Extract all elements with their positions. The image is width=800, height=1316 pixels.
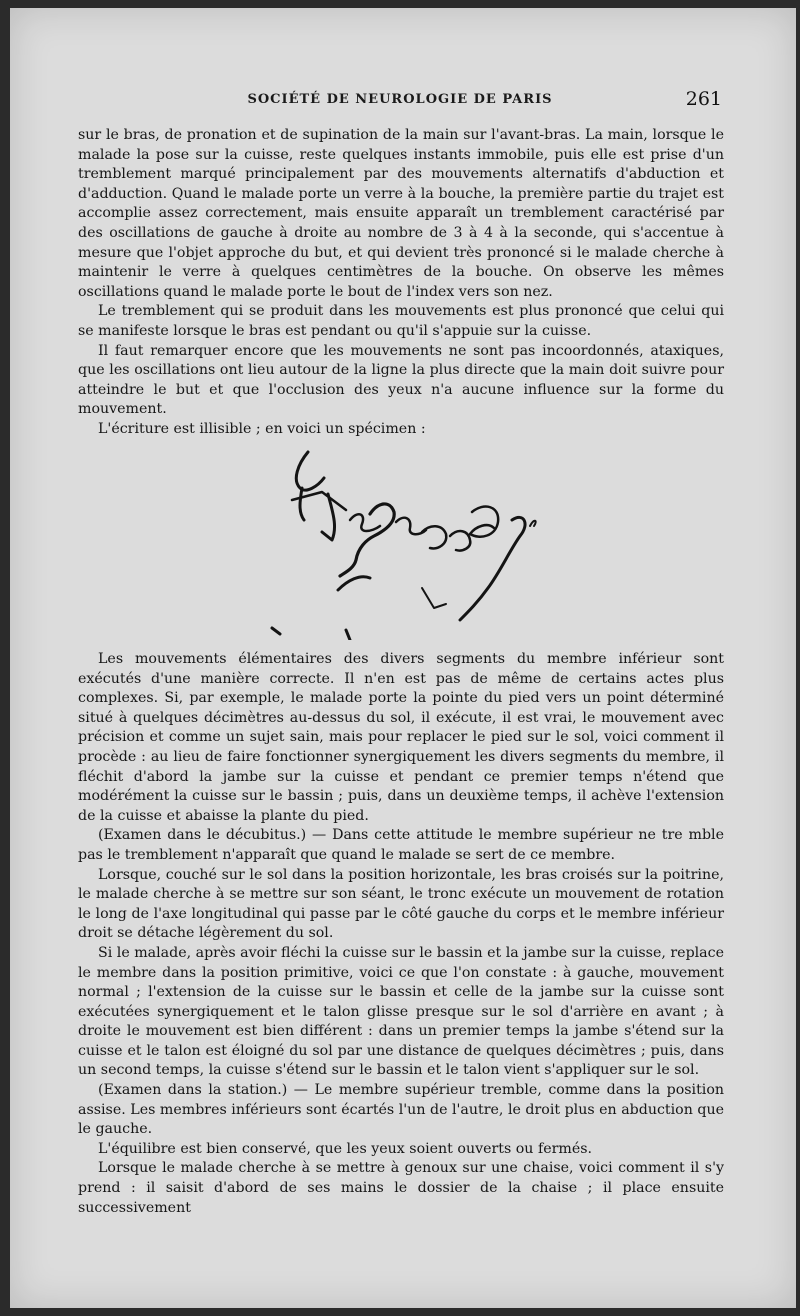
paragraph: Le tremblement qui se produit dans les mouvements est plus prononcé que celui qui se manifeste lorsque le bras est pendant ou qu'il s'appuie sur la cuisse. bbox=[78, 303, 724, 339]
paragraph: L'écriture est illisible ; en voici un spécimen : bbox=[98, 420, 426, 437]
paragraph: Si le malade, après avoir fléchi la cuisse sur le bassin et la jambe sur la cuisse, replace le membre dans la position primitive, voici ce que l'on constate : à gauche, mouvement normal ; l'extension de la cuisse sur le bassin et celle de la jambe sur la cuisse sont exécutées synergiquement et le talon glisse presque sur le sol d'arrière en avant ; à droite le mouvement est bien différent : dans un premier temps la jambe s'étend sur la cuisse et le talon est éloigné du sol par une distance de quelques décimètres ; puis, dans un second temps, la cuisse s'étend sur le bassin et le talon vient s'appliquer sur le sol. bbox=[78, 944, 724, 1079]
paragraph: (Examen dans le décubitus.) — Dans cette attitude le membre supérieur ne tre mble pas le tremblement n'apparaît que quand le malade se sert de ce membre. bbox=[78, 827, 724, 863]
paragraph: Lorsque, couché sur le sol dans la position horizontale, les bras croisés sur la poitrine, le malade cherche à se mettre sur son séant, le tronc exécute un mouvement de rotation le long de l'axe longitudinal qui passe par le côté gauche du corps et le membre inférieur droit se détache légèrement du sol. bbox=[78, 866, 724, 942]
paragraph: Les mouvements élémentaires des divers segments du membre inférieur sont exécutés d'une manière correcte. Il n'en est pas de même de certains actes plus complexes. Si, par exemple, le malade porte la pointe du pied vers un point déterminé situé à quelques décimètres au-dessus du sol, il exécute, il est vrai, le mouvement avec précision et comme un sujet sain, mais pour replacer le pied sur le sol, voici comment il procède : au lieu de faire fonctionner synergiquement les divers segments du membre, il fléchit d'abord la jambe sur la cuisse et pendant ce premier temps n'étend que modérément la cuisse sur le bassin ; puis, dans un deuxième temps, il achève l'extension de la cuisse et abaisse la plante du pied. bbox=[78, 651, 724, 824]
journal-title: SOCIÉTÉ DE NEUROLOGIE DE PARIS bbox=[247, 92, 553, 107]
paragraph: Il faut remarquer encore que les mouvements ne sont pas incoordonnés, ataxiques, que les oscillations ont lieu autour de la ligne la plus directe que la main doit suivre pour atteindre le but et que l'occlusion des yeux n'a aucune influence sur la forme du mouvement. bbox=[78, 342, 724, 418]
handwriting-specimen bbox=[262, 440, 552, 640]
paragraph: L'équilibre est bien conservé, que les yeux soient ouverts ou fermés. bbox=[98, 1140, 593, 1157]
body-text-top bbox=[78, 126, 724, 440]
running-header bbox=[80, 88, 720, 116]
paragraph: sur le bras, de pronation et de supination de la main sur l'avant-bras. La main, lorsque le malade la pose sur la cuisse, reste quelques instants immobile, puis elle est prise d'un tremblement marqué principalement par des mouvements alternatifs d'abduction et d'adduction. Quand le malade porte un verre à la bouche, la première partie du trajet est accomplie assez correctement, mais ensuite apparaît un tremblement caractérisé par des oscillations de gauche à droite au nombre de 3 à 4 à la seconde, qui s'accentue à mesure que l'objet approche du but, et qui devient très prononcé si le malade cherche à maintenir le verre à quelques centimètres de la bouche. On observe les mêmes oscillations quand le malade porte le bout de l'index vers son nez. bbox=[78, 127, 724, 300]
body-text-bottom bbox=[78, 650, 724, 1218]
page-number: 261 bbox=[685, 88, 722, 110]
paragraph: Lorsque le malade cherche à se mettre à genoux sur une chaise, voici comment il s'y prend : il saisit d'abord de ses mains le dossier de la chaise ; il place ensuite successivement bbox=[78, 1160, 724, 1216]
handwriting-scribble-image bbox=[262, 440, 552, 640]
paragraph: (Examen dans la station.) — Le membre supérieur tremble, comme dans la position assise. Les membres inférieurs sont écartés l'un de l'autre, le droit plus en abduction que le gauche. bbox=[78, 1082, 724, 1138]
